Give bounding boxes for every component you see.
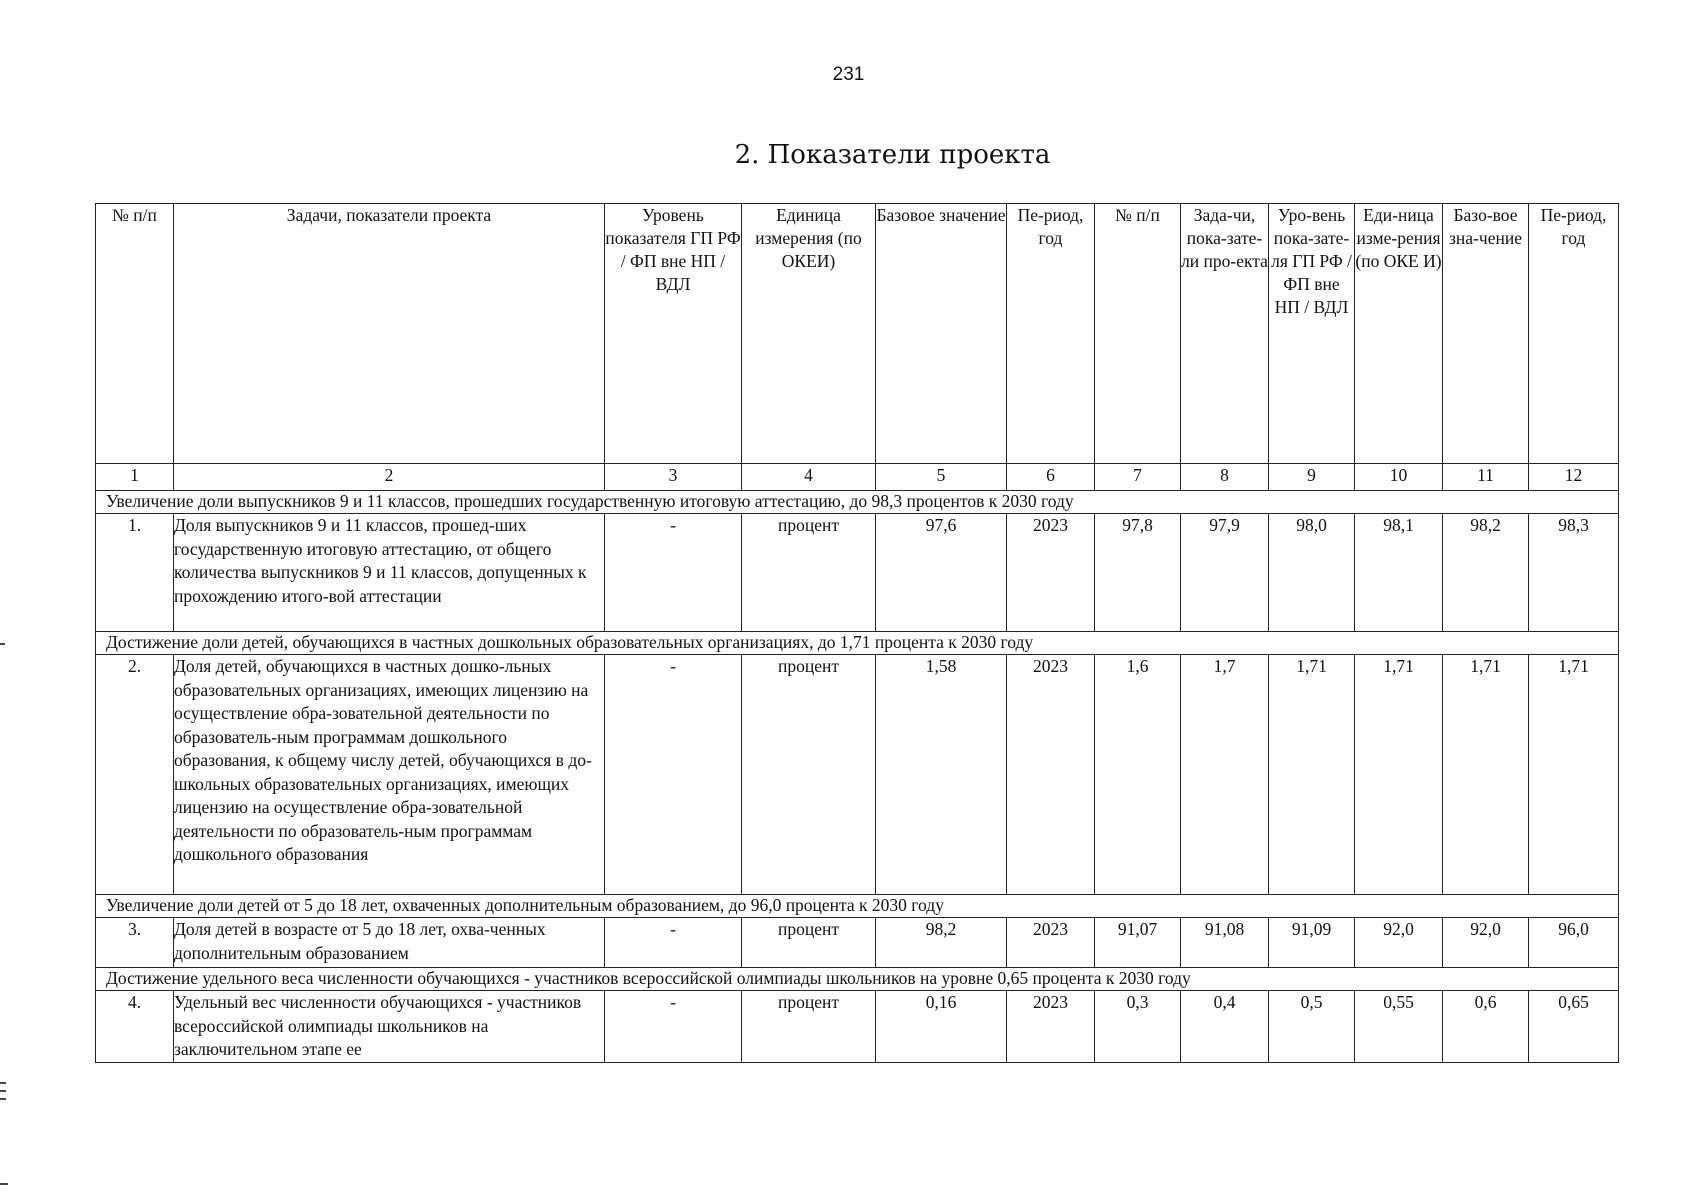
section-title: 2. Показатели проекта <box>734 140 1051 170</box>
column-number: 1 <box>96 464 174 491</box>
value-col10: 92,0 <box>1355 918 1443 968</box>
header-cell: Зада-чи, пока-зате-ли про-екта <box>1181 204 1269 464</box>
indicator-level: - <box>605 918 742 968</box>
base-year: 2023 <box>1007 991 1095 1063</box>
value-col10: 98,1 <box>1355 514 1443 632</box>
indicator-unit: процент <box>742 655 876 895</box>
base-value: 98,2 <box>876 918 1007 968</box>
column-number-row <box>96 464 1619 491</box>
indicator-name: Доля выпускников 9 и 11 классов, прошед-ших государственную итоговую аттестацию, от общего количества выпускников 9 и 11 классов, допущенных к прохождению итого-вой аттестации <box>174 514 605 632</box>
value-col12: 98,3 <box>1529 514 1619 632</box>
scan-mark <box>0 1090 6 1092</box>
value-col7: 91,07 <box>1095 918 1181 968</box>
header-cell: Пе-риод, год <box>1007 204 1095 464</box>
value-col11: 0,6 <box>1443 991 1529 1063</box>
column-number: 12 <box>1529 464 1619 491</box>
base-value: 1,58 <box>876 655 1007 895</box>
header-cell: Еди-ница изме-рения (по ОКЕ И) <box>1355 204 1443 464</box>
value-col12: 1,71 <box>1529 655 1619 895</box>
indicator-level: - <box>605 514 742 632</box>
indicator-name: Доля детей в возрасте от 5 до 18 лет, охва-ченных дополнительным образованием <box>174 918 605 968</box>
column-number: 8 <box>1181 464 1269 491</box>
row-number: 2. <box>96 655 174 895</box>
base-value: 0,16 <box>876 991 1007 1063</box>
value-col12: 0,65 <box>1529 991 1619 1063</box>
column-number: 5 <box>876 464 1007 491</box>
indicator-row <box>96 514 1619 632</box>
indicator-name: Удельный вес численности обучающихся - участников всероссийской олимпиады школьников на заключительном этапе ее <box>174 991 605 1063</box>
task-row <box>96 491 1619 514</box>
indicator-row <box>96 918 1619 968</box>
row-number: 1. <box>96 514 174 632</box>
column-number: 10 <box>1355 464 1443 491</box>
header-cell: Уро-вень пока-зате-ля ГП РФ / ФП вне НП / ВДЛ <box>1269 204 1355 464</box>
scan-mark <box>0 1183 8 1185</box>
value-col9: 98,0 <box>1269 514 1355 632</box>
column-number: 7 <box>1095 464 1181 491</box>
base-year: 2023 <box>1007 655 1095 895</box>
header-cell: Задачи, показатели проекта <box>174 204 605 464</box>
task-text: Достижение удельного веса численности обучающихся - участников всероссийской олимпиады школьников на уровне 0,65 процента к 2030 году <box>96 968 1619 991</box>
column-number: 9 <box>1269 464 1355 491</box>
base-value: 97,6 <box>876 514 1007 632</box>
task-text: Увеличение доли детей от 5 до 18 лет, охваченных дополнительным образованием, до 96,0 процента к 2030 году <box>96 895 1619 918</box>
indicator-unit: процент <box>742 991 876 1063</box>
page-number: 231 <box>832 64 865 85</box>
column-number: 11 <box>1443 464 1529 491</box>
value-col9: 0,5 <box>1269 991 1355 1063</box>
column-number: 3 <box>605 464 742 491</box>
value-col8: 91,08 <box>1181 918 1269 968</box>
task-text: Увеличение доли выпускников 9 и 11 классов, прошедших государственную итоговую аттестацию, до 98,3 процентов к 2030 году <box>96 491 1619 514</box>
row-number: 3. <box>96 918 174 968</box>
value-col7: 97,8 <box>1095 514 1181 632</box>
base-year: 2023 <box>1007 918 1095 968</box>
indicator-name: Доля детей, обучающихся в частных дошко-льных образовательных организациях, имеющих лицензию на осуществление обра-зовательной деятельности по образователь-ным программам дошкольного образования, к общему числу детей, обучающихся в до-школьных образовательных организациях, имеющих лицензию на осуществление обра-зовательной деятельности по образователь-ным программам дошкольного образования <box>174 655 605 895</box>
task-row <box>96 632 1619 655</box>
column-number: 6 <box>1007 464 1095 491</box>
value-col9: 1,71 <box>1269 655 1355 895</box>
value-col12: 96,0 <box>1529 918 1619 968</box>
value-col7: 0,3 <box>1095 991 1181 1063</box>
column-number: 4 <box>742 464 876 491</box>
header-cell: Базовое значение <box>876 204 1007 464</box>
header-row <box>96 204 1619 464</box>
header-cell: № п/п <box>1095 204 1181 464</box>
indicator-unit: процент <box>742 514 876 632</box>
header-cell: Уровень показателя ГП РФ / ФП вне НП / ВДЛ <box>605 204 742 464</box>
scan-mark <box>0 643 5 645</box>
row-number: 4. <box>96 991 174 1063</box>
task-text: Достижение доли детей, обучающихся в частных дошкольных образовательных организациях, до 1,71 процента к 2030 году <box>96 632 1619 655</box>
indicator-row <box>96 655 1619 895</box>
value-col8: 97,9 <box>1181 514 1269 632</box>
header-cell: Единица измерения (по ОКЕИ) <box>742 204 876 464</box>
scan-mark <box>0 1082 6 1084</box>
value-col8: 1,7 <box>1181 655 1269 895</box>
value-col7: 1,6 <box>1095 655 1181 895</box>
header-cell: Пе-риод, год <box>1529 204 1619 464</box>
indicator-unit: процент <box>742 918 876 968</box>
indicator-level: - <box>605 655 742 895</box>
header-cell: Базо-вое зна-чение <box>1443 204 1529 464</box>
value-col11: 1,71 <box>1443 655 1529 895</box>
task-row <box>96 968 1619 991</box>
column-number: 2 <box>174 464 605 491</box>
value-col9: 91,09 <box>1269 918 1355 968</box>
indicator-row <box>96 991 1619 1063</box>
header-cell: № п/п <box>96 204 174 464</box>
value-col10: 1,71 <box>1355 655 1443 895</box>
indicator-level: - <box>605 991 742 1063</box>
value-col8: 0,4 <box>1181 991 1269 1063</box>
indicators-table <box>95 203 1619 1063</box>
value-col11: 98,2 <box>1443 514 1529 632</box>
base-year: 2023 <box>1007 514 1095 632</box>
task-row <box>96 895 1619 918</box>
value-col11: 92,0 <box>1443 918 1529 968</box>
value-col10: 0,55 <box>1355 991 1443 1063</box>
scan-mark <box>0 1098 6 1100</box>
